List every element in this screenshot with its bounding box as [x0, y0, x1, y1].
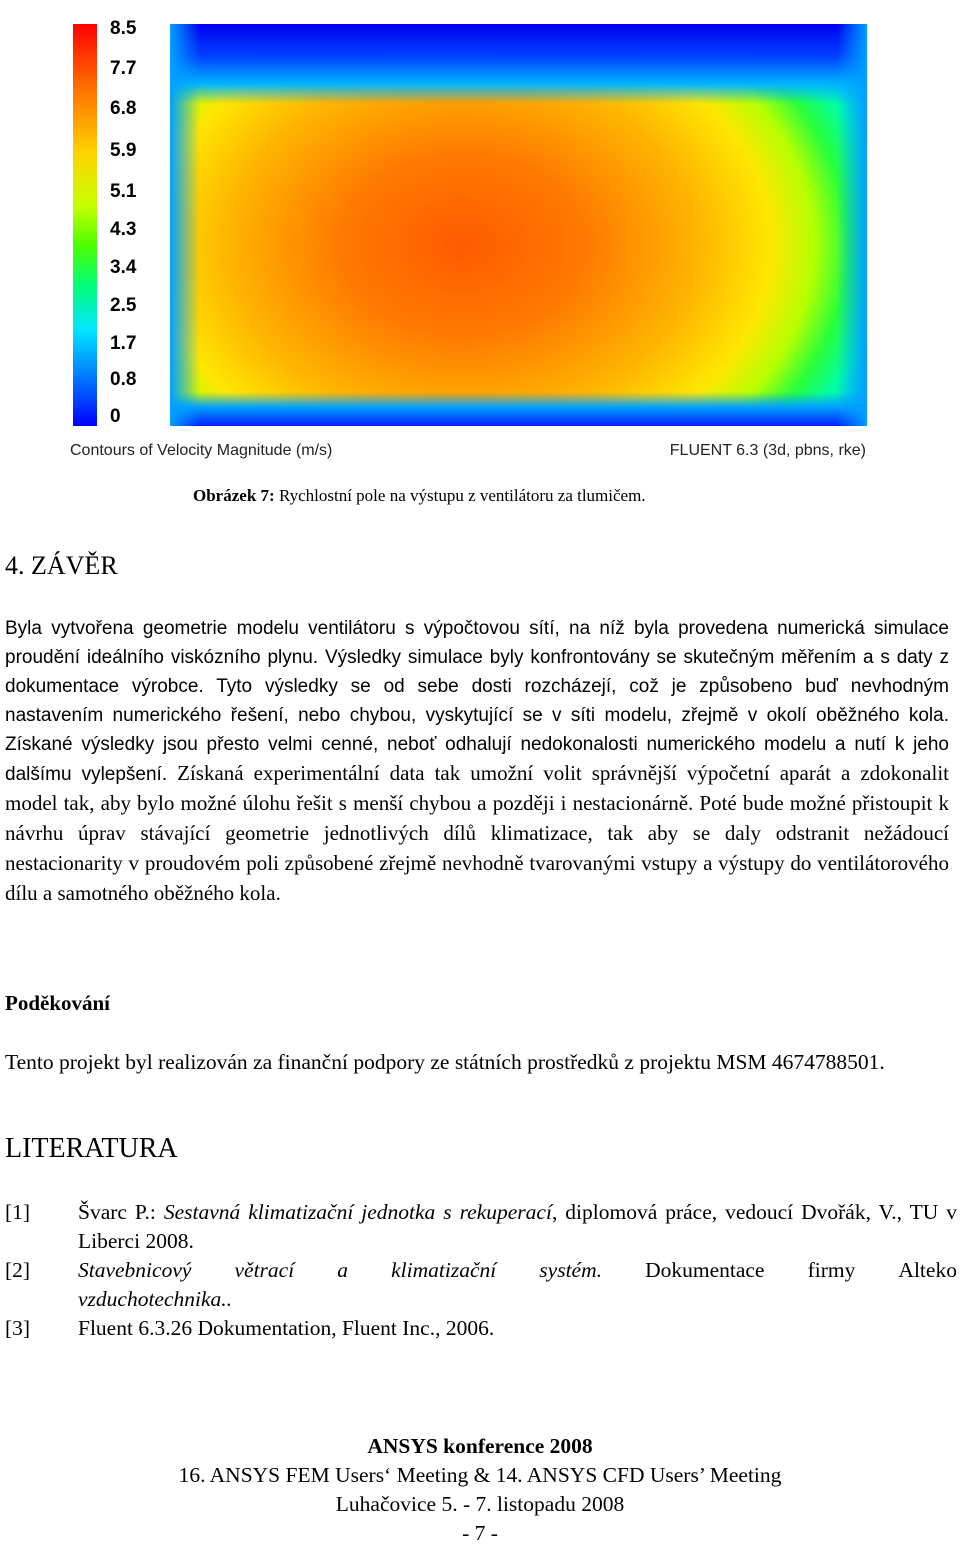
section-heading: 4. ZÁVĚR	[5, 551, 118, 580]
footer-conference-title: ANSYS konference 2008	[367, 1434, 593, 1458]
colorbar-tick: 3.4	[110, 257, 137, 278]
figure-caption	[193, 486, 646, 506]
caption-prefix: Obrázek 7:	[193, 486, 275, 505]
reference-detail-word: Dokumentace	[645, 1258, 765, 1282]
acknowledgement-heading: Poděkování	[5, 991, 111, 1015]
colorbar-tick: 2.5	[110, 295, 137, 316]
reference-details: , diplomová práce, vedoucí Dvořák, V., TU v Liberci 2008.	[78, 1200, 957, 1253]
low-velocity-band-right	[837, 24, 867, 426]
velocity-contour-plot	[170, 24, 867, 426]
reference-title-word: větrací	[234, 1258, 295, 1282]
reference-number: [3]	[5, 1316, 31, 1340]
reference-title-word: klimatizační	[391, 1258, 497, 1282]
colorbar-tick: 8.5	[110, 18, 137, 39]
solver-label: FLUENT 6.3 (3d, pbns, rke)	[669, 442, 866, 459]
reference-title-continuation: vzduchotechnika..	[78, 1287, 233, 1311]
colorbar-tick: 0.8	[110, 369, 137, 390]
colorbar-tick: 1.7	[110, 333, 137, 354]
colorbar-tick: 6.8	[110, 98, 137, 119]
colorbar-tick: 4.3	[110, 219, 137, 240]
reference-title-word: Stavebnicový	[78, 1258, 192, 1282]
conclusion-text-sans: Byla vytvořena geometrie modelu ventilátoru s výpočtovou sítí, na níž byla provedena numerická simulace proudění ideálního viskózního plynu. Výsledky simulace byly konfrontovány se skutečným měřením a s daty z dokumentace výrobce. Tyto výsledky se od sebe dosti rozcházejí, což je způsobeno buď nevhodným nastavením numerického řešení, nebo chybou, vyskytující se v síti modelu, zřejmě v okolí oběžného kola. Získané výsledky jsou přesto velmi cenné, neboť odhalují nedokonalosti numerického modelu a nutí k jeho dalšímu vylepšení.	[5, 618, 949, 785]
colorbar-tick: 5.9	[110, 140, 137, 161]
colorbar-tick: 7.7	[110, 58, 137, 79]
colorbar-tick: 0	[110, 406, 121, 427]
footer-location-date: Luhačovice 5. - 7. listopadu 2008	[335, 1492, 625, 1516]
page-number: - 7 -	[462, 1521, 498, 1545]
low-velocity-band-left	[170, 24, 200, 426]
caption-text: Rychlostní pole na výstupu z ventilátoru za tlumičem.	[274, 486, 646, 505]
reference-detail-word: Alteko	[898, 1258, 957, 1282]
reference-detail-word: firmy	[807, 1258, 856, 1282]
literature-heading: LITERATURA	[5, 1133, 178, 1164]
reference-title: Sestavná klimatizační jednotka s rekuperací	[163, 1200, 552, 1224]
reference-author: Švarc P.:	[78, 1200, 164, 1224]
reference-text: Fluent 6.3.26 Dokumentation, Fluent Inc., 2006.	[78, 1316, 495, 1340]
contour-label: Contours of Velocity Magnitude (m/s)	[70, 442, 333, 459]
reference-title-word: a	[337, 1258, 349, 1282]
colorbar	[73, 24, 97, 426]
reference-number: [1]	[5, 1200, 31, 1224]
low-velocity-band-bottom	[170, 392, 867, 426]
conclusion-text-serif: Získaná experimentální data tak umožní volit správnější výpočetní aparát a zdokonalit model tak, aby bylo možné úlohu řešit s menší chybou a později i nestacionárně. Poté bude možné přistoupit k návrhu úprav stávající geometrie jednotlivých dílů klimatizace, tak aby se daly odstranit nežádoucí nestacionarity v proudovém poli způsobené zřejmě nevhodně tvarovanými vstupy a výstupy do ventilátorového dílu a samotného oběžného kola.	[5, 761, 950, 905]
reference-title-word: systém.	[539, 1258, 602, 1282]
reference-item	[5, 1314, 957, 1343]
page-footer	[0, 1432, 960, 1548]
acknowledgement-text: Tento projekt byl realizován za finanční podpory ze státních prostředků z projektu MSM 4674788501.	[5, 1050, 885, 1074]
low-velocity-band-top	[170, 24, 867, 104]
reference-item	[5, 1256, 957, 1314]
conclusion-paragraph	[5, 614, 949, 909]
colorbar-tick: 5.1	[110, 181, 137, 202]
reference-item	[5, 1198, 957, 1256]
footer-meeting: 16. ANSYS FEM Users‘ Meeting & 14. ANSYS CFD Users’ Meeting	[178, 1463, 782, 1487]
reference-number: [2]	[5, 1258, 31, 1282]
velocity-contour-figure	[60, 10, 880, 470]
